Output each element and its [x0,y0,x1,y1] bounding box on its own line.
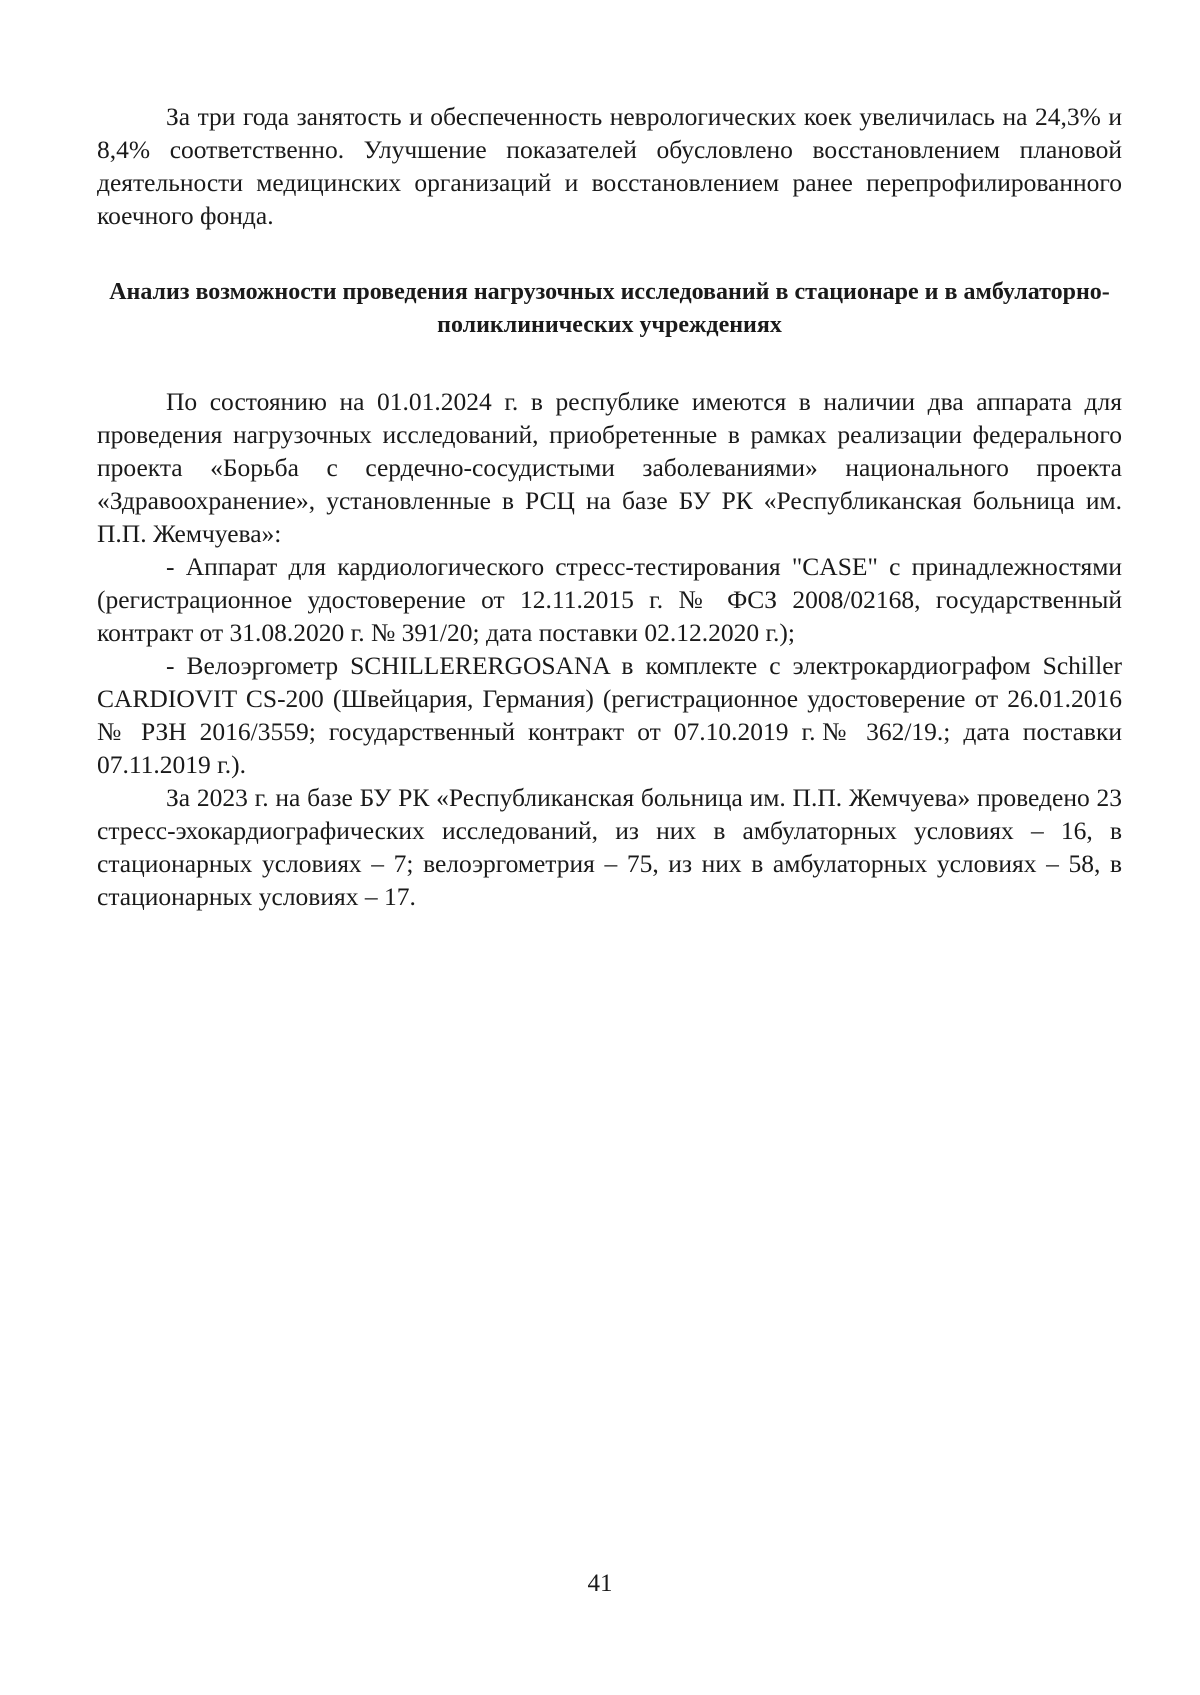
page-number: 41 [587,1570,613,1597]
intro-paragraph: За три года занятость и обеспеченность неврологических коек увеличилась на 24,3% и 8,4% соответственно. Улучшение показателей обусловлено восстановлением плановой деятельности медицинских организаций и восстановлением ранее перепрофилированного коечного фонда. [97,102,1122,230]
equipment-item-1: - Аппарат для кардиологического стресс-тестирования "CASE" с принадлежностями (регистрационное удостоверение от 12.11.2015 г. № ФСЗ 2008/02168, государственный контракт от 31.08.2020 г. № 391/20; дата поставки 02.12.2020 г.); [97,552,1122,647]
section-paragraph-1: По состоянию на 01.01.2024 г. в республике имеются в наличии два аппарата для проведения нагрузочных исследований, приобретенные в рамках реализации федерального проекта «Борьба с сердечно-сосудистыми заболеваниями» национального проекта «Здравоохранение», установленные в РСЦ на базе БУ РК «Республиканская больница им. П.П. Жемчуева»: [97,387,1122,548]
section-paragraph-2: За 2023 г. на базе БУ РК «Республиканская больница им. П.П. Жемчуева» проведено 23 стресс-эхокардиографических исследований, из них в амбулаторных условиях – 16, в стационарных условиях – 7; велоэргометрия – 75, из них в амбулаторных условиях – 58, в стационарных условиях – 17. [97,783,1122,911]
equipment-item-2: - Велоэргометр SCHILLERERGOSANA в комплекте с электрокардиографом Schiller CARDIOVIT CS-200 (Швейцария, Германия) (регистрационное удостоверение от 26.01.2016 № РЗН 2016/3559; государственный контракт от 07.10.2019 г.№ 362/19.; дата поставки 07.11.2019 г.). [97,651,1122,779]
document-page [97,100,1122,913]
section-heading: Анализ возможности проведения нагрузочных исследований в стационаре и в амбулаторно-поликлинических учреждениях [109,279,1110,338]
